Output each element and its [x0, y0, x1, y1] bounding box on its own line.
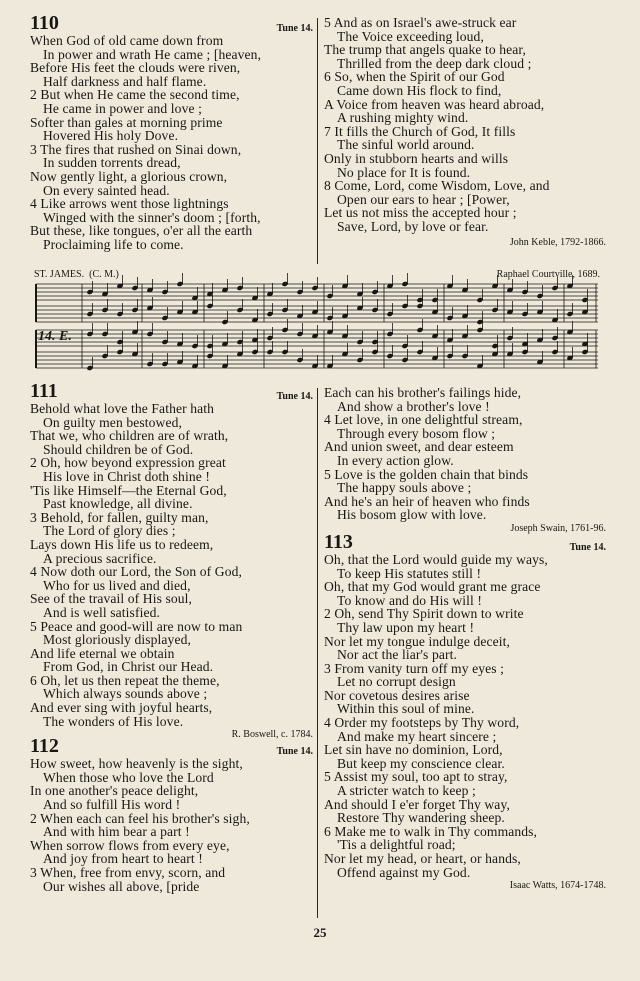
verse-line: And life eternal we obtain	[30, 645, 175, 661]
author-attribution: R. Boswell, c. 1784.	[231, 729, 313, 741]
verse-line: And so fulfill His word !	[43, 797, 181, 813]
verse-line: 5 And as on Israel's awe-struck ear	[324, 15, 517, 30]
verse-line: The Lord of glory dies ;	[43, 523, 176, 539]
author-attribution: John Keble, 1792-1866.	[509, 236, 606, 248]
verse-line: Half darkness and half flame.	[43, 73, 207, 89]
verse-line: Within this soul of mine.	[337, 701, 475, 717]
verse-line: Only in stubborn hearts and wills	[324, 150, 509, 166]
hymn-113-header	[324, 530, 606, 553]
author-attribution: Joseph Swain, 1761-96.	[510, 522, 606, 534]
verse-line: Nor let my head, or heart, or hands,	[324, 851, 521, 866]
verse-line: Should children be of God.	[43, 441, 194, 457]
hymn-110-header	[30, 14, 313, 34]
verse-line: Thrilled from the deep dark cloud ;	[337, 55, 532, 71]
verse-line: 5 Love is the golden chain that binds	[324, 466, 529, 482]
verse-line: A Voice from heaven was heard abroad,	[324, 96, 545, 112]
verse-line: But keep my conscience clear.	[337, 755, 505, 771]
verse-line: Let sin have no dominion, Lord,	[324, 742, 503, 758]
verse-line: On every sainted head.	[43, 182, 170, 198]
verse-line: 2 But when He came the second time,	[30, 87, 240, 103]
verse-line: 'Tis a delightful road;	[337, 837, 456, 853]
verse-line: And should I e'er forget Thy way,	[324, 796, 510, 812]
verse-line: 3 The fires that rushed on Sinai down,	[30, 141, 242, 157]
verse-line: Offend against my God.	[337, 864, 471, 880]
verse-line: 3 From vanity turn off my eyes ;	[324, 660, 505, 676]
verse-line: His bosom glow with love.	[337, 507, 487, 523]
verse-line: Oh, that the Lord would guide my ways,	[324, 551, 548, 567]
verse-line: From God, in Christ our Head.	[43, 659, 214, 675]
verse-lines	[30, 757, 313, 893]
verse-line: To know and do His will !	[337, 592, 483, 608]
hymn-number: 113	[324, 530, 353, 553]
verse-line: And joy from heart to heart !	[43, 851, 203, 867]
page-number: 25	[313, 925, 327, 940]
verse-line: But these, like tongues, o'er all the earth	[30, 223, 253, 239]
hymn-112-113-right	[324, 386, 606, 892]
verse-lines	[30, 34, 313, 252]
verse-line: 2 Oh, how beyond expression great	[30, 455, 226, 471]
hymn-110-left	[30, 14, 313, 252]
verse-line: 3 Behold, for fallen, guilty man,	[30, 509, 209, 525]
verse-line: In power and wrath He came ; [heaven,	[43, 46, 262, 62]
tune-reference: Tune 14.	[276, 746, 313, 758]
verse-line: Nor let my tongue indulge deceit,	[324, 633, 511, 649]
verse-line: In one another's peace delight,	[30, 783, 199, 799]
verse-line: The sinful world around.	[337, 137, 475, 153]
verse-line: His love in Christ doth shine !	[43, 468, 210, 484]
verse-line: In every action glow.	[337, 452, 454, 468]
verse-line: 4 Like arrows went those lightnings	[30, 196, 229, 212]
verse-line: Thy law upon my heart !	[337, 619, 475, 635]
hymn-number: 110	[30, 12, 59, 34]
verse-line: 4 Let love, in one delightful stream,	[324, 412, 523, 428]
tune-meter: (C. M.)	[89, 269, 119, 280]
verse-line: Before His feet the clouds were riven,	[30, 60, 241, 76]
verse-line: No place for It is found.	[337, 164, 471, 180]
verse-line: The trump that angels quake to hear,	[324, 42, 526, 58]
verse-line: Lays down His life us to redeem,	[30, 536, 214, 552]
verse-line: Each can his brother's failings hide,	[324, 385, 522, 400]
verse-line: 6 So, when the Spirit of our God	[324, 69, 505, 85]
verse-line: Oh, that my God would grant me grace	[324, 579, 541, 595]
verse-line: The Voice exceeding loud,	[337, 28, 484, 44]
verse-line: That we, who children are of wrath,	[30, 428, 229, 444]
hymn-110-right	[324, 16, 606, 249]
verse-line: In sudden torrents dread,	[43, 155, 181, 171]
verse-line: And show a brother's love !	[337, 398, 490, 414]
verse-lines	[30, 402, 313, 728]
hymn-111-header	[30, 382, 313, 402]
verse-line: How sweet, how heavenly is the sight,	[30, 756, 243, 772]
verse-line: 4 Order my footsteps by Thy word,	[324, 715, 520, 731]
verse-line: And with him bear a part !	[43, 824, 190, 840]
verse-line: Nor covetous desires arise	[324, 687, 470, 703]
tune-reference: Tune 14.	[276, 391, 313, 402]
verse-line: Winged with the sinner's doom ; [forth,	[43, 209, 261, 225]
verse-line: Through every bosom flow ;	[337, 425, 496, 441]
verse-line: 'Tis like Himself—the Eternal God,	[30, 482, 227, 498]
verse-line: 6 Make me to walk in Thy commands,	[324, 823, 538, 839]
verse-line: 5 Peace and good-will are now to man	[30, 618, 243, 634]
music-score	[32, 270, 600, 380]
verse-line: The happy souls above ;	[337, 480, 472, 496]
verse-line: Nor act the liar's part.	[337, 647, 457, 663]
verse-lines	[324, 386, 606, 522]
verse-line: When those who love the Lord	[43, 769, 214, 785]
hymn-number: 111	[30, 380, 58, 402]
verse-line: Which always sounds above ;	[43, 686, 208, 702]
verse-line: 6 Oh, let us then repeat the theme,	[30, 672, 220, 688]
verse-line: And he's an heir of heaven who finds	[324, 493, 530, 509]
author-attribution: Isaac Watts, 1674-1748.	[509, 880, 606, 892]
verse-line: Proclaiming life to come.	[43, 236, 184, 252]
verse-line: Our wishes all above, [pride	[43, 878, 200, 894]
verse-line: A stricter watch to keep ;	[337, 783, 476, 799]
verse-line: Behold what love the Father hath	[30, 401, 215, 416]
verse-line: Past knowledge, all divine.	[43, 496, 193, 512]
verse-line: And ever sing with joyful hearts,	[30, 700, 213, 716]
verse-line: When God of old came down from	[30, 33, 224, 48]
verse-lines	[324, 16, 606, 234]
verse-line: And is well satisfied.	[43, 604, 160, 620]
verse-line: A precious sacrifice.	[43, 550, 157, 566]
verse-line: Open our ears to hear ; [Power,	[337, 191, 510, 207]
column-divider	[317, 388, 318, 918]
verse-line: He came in power and love ;	[43, 100, 202, 116]
tune-reference: Tune 14.	[569, 541, 606, 553]
verse-line: 4 Now doth our Lord, the Son of God,	[30, 564, 243, 580]
verse-line: And union sweet, and dear esteem	[324, 439, 514, 455]
hymn-number: 112	[30, 735, 59, 758]
verse-line: Save, Lord, by love or fear.	[337, 218, 489, 234]
column-divider	[317, 18, 318, 264]
verse-line: 5 Assist my soul, too apt to stray,	[324, 769, 508, 785]
verse-line: Now gently light, a glorious crown,	[30, 168, 228, 184]
verse-line: On guilty men bestowed,	[43, 414, 182, 430]
verse-line: Softer than gales at morning prime	[30, 114, 223, 130]
hymn-111-112-left	[30, 382, 313, 893]
tune-reference: Tune 14.	[276, 23, 313, 34]
verse-line: The wonders of His love.	[43, 713, 184, 729]
verse-lines	[324, 553, 606, 879]
tune-label: 14. E.	[38, 329, 72, 344]
verse-line: To keep His statutes still !	[337, 565, 482, 581]
verse-line: 3 When, free from envy, scorn, and	[30, 865, 226, 880]
verse-line: Restore Thy wandering sheep.	[337, 810, 505, 826]
verse-line: Let us not miss the accepted hour ;	[324, 205, 517, 221]
verse-line: Hovered His holy Dove.	[43, 128, 179, 144]
verse-line: Most gloriously displayed,	[43, 632, 191, 648]
verse-line: 2 When each can feel his brother's sigh,	[30, 810, 250, 826]
composer: Raphael Courtville, 1689.	[496, 269, 600, 280]
verse-line: Who for us lived and died,	[43, 577, 191, 593]
verse-line: 8 Come, Lord, come Wisdom, Love, and	[324, 178, 550, 194]
verse-line: And make my heart sincere ;	[337, 728, 497, 744]
verse-line: Let no corrupt design	[337, 674, 456, 690]
verse-line: 7 It fills the Church of God, It fills	[324, 123, 516, 139]
verse-line: Came down His flock to find,	[337, 82, 502, 98]
verse-line: A rushing mighty wind.	[337, 110, 469, 126]
verse-line: 2 Oh, send Thy Spirit down to write	[324, 606, 524, 622]
verse-line: When sorrow flows from every eye,	[30, 837, 230, 853]
verse-line: See of the travail of His soul,	[30, 591, 193, 607]
tune-name-text: ST. JAMES.	[34, 269, 85, 280]
